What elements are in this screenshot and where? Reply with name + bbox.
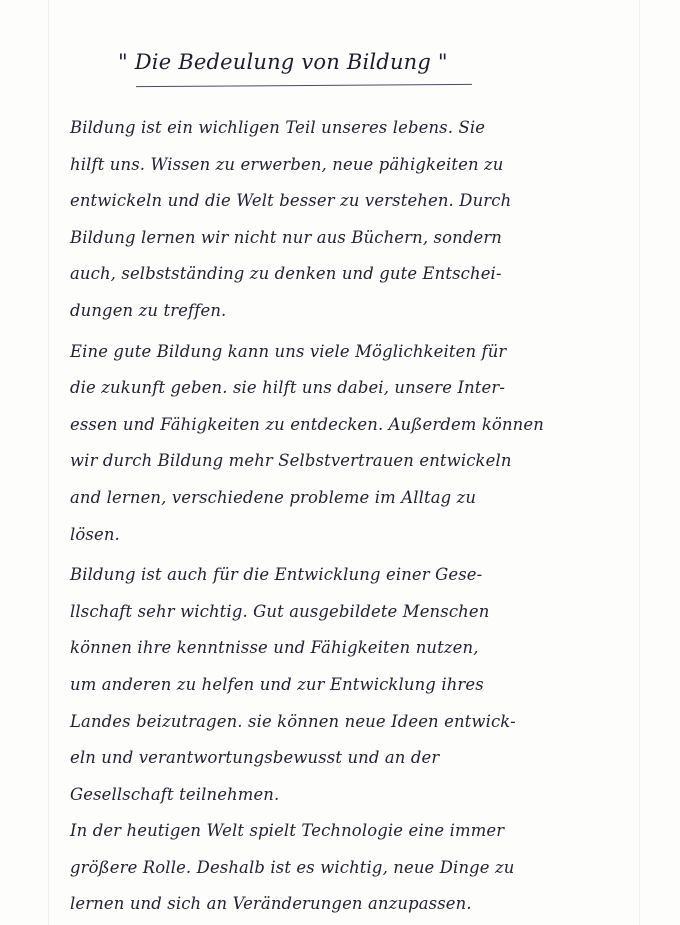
paragraph-4 bbox=[70, 813, 640, 923]
text-line: lernen und sich an Veränderungen anzupassen. bbox=[70, 894, 472, 914]
text-line: auch, selbstständing zu denken und gute Entschei- bbox=[70, 264, 502, 284]
text-line: Bildung ist auch für die Entwicklung einer Gese- bbox=[70, 565, 483, 585]
text-line: In der heutigen Welt spielt Technologie eine immer bbox=[70, 821, 505, 841]
text-line: llschaft sehr wichtig. Gut ausgebildete Menschen bbox=[70, 601, 490, 621]
text-line: dungen zu treffen. bbox=[70, 300, 227, 320]
text-line: die zukunft geben. sie hilft uns dabei, unsere Inter- bbox=[70, 378, 506, 398]
text-line: Landes beizutragen. sie können neue Ideen entwick- bbox=[70, 711, 516, 731]
text-line: Eine gute Bildung kann uns viele Möglichkeiten für bbox=[70, 341, 507, 361]
text-line: größere Rolle. Deshalb ist es wichtig, neue Dinge zu bbox=[70, 857, 515, 877]
text-line: wir durch Bildung mehr Selbstvertrauen entwickeln bbox=[70, 451, 512, 471]
text-line: entwickeln und die Welt besser zu verstehen. Durch bbox=[70, 191, 512, 211]
paragraph-1 bbox=[70, 110, 640, 330]
paragraph-2 bbox=[70, 334, 640, 554]
text-line: lösen. bbox=[70, 524, 120, 544]
text-line: können ihre kenntnisse und Fähigkeiten nutzen, bbox=[70, 638, 479, 658]
text-line: eln und verantwortungsbewusst und an der bbox=[70, 748, 440, 768]
essay-body bbox=[70, 110, 640, 923]
text-line: um anderen zu helfen und zur Entwicklung ihres bbox=[70, 674, 484, 694]
text-line: essen und Fähigkeiten zu entdecken. Außerdem können bbox=[70, 414, 544, 434]
text-line: Bildung ist ein wichligen Teil unseres lebens. Sie bbox=[70, 118, 486, 137]
title-underline bbox=[136, 84, 472, 87]
text-line: Bildung lernen wir nicht nur aus Büchern, sondern bbox=[70, 227, 503, 247]
essay-title: " Die Bedeulung von Bildung " bbox=[118, 50, 448, 74]
text-line: hilft uns. Wissen zu erwerben, neue pähigkeiten zu bbox=[70, 154, 504, 174]
text-line: Gesellschaft teilnehmen. bbox=[70, 784, 280, 804]
text-line: and lernen, verschiedene probleme im Alltag zu bbox=[70, 487, 477, 507]
sheet-edge-left bbox=[48, 0, 49, 925]
paragraph-3 bbox=[70, 557, 640, 813]
